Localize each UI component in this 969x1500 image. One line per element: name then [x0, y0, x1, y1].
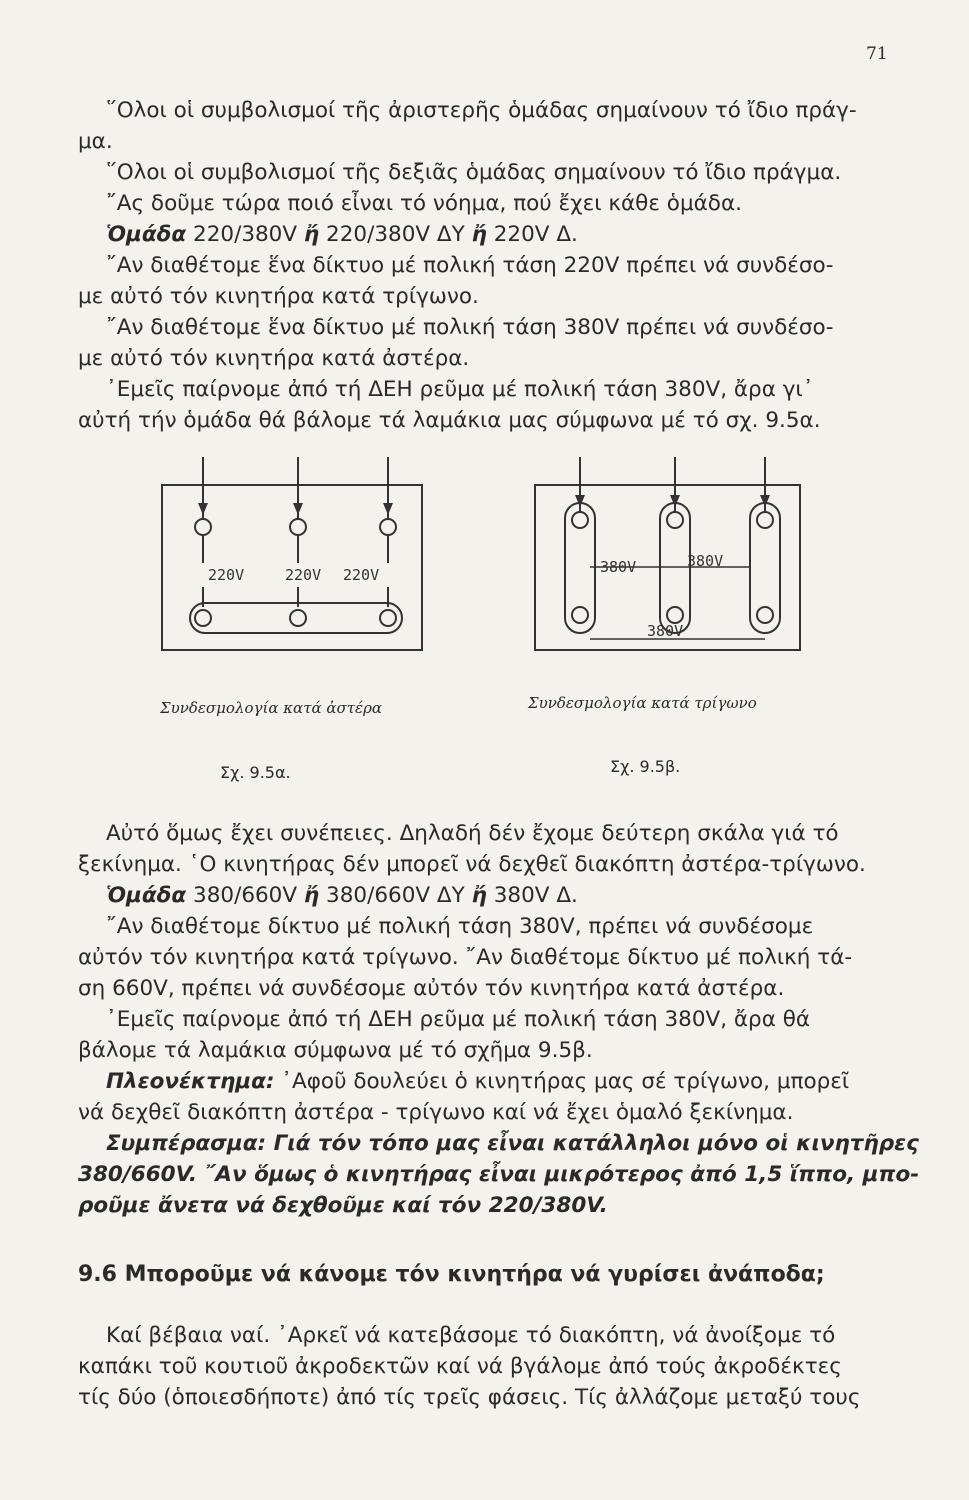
text-line: βάλομε τά λαμάκια σύμφωνα μέ τό σχῆμα 9.5β. [78, 1038, 593, 1063]
page-number: 71 [866, 44, 888, 64]
arrow-head [293, 503, 303, 515]
group2-text1: 380/660V [186, 883, 304, 908]
arrow-head [198, 503, 208, 515]
arrow-head [760, 495, 770, 507]
group2-text3: 380V Δ. [486, 883, 578, 908]
voltage-label-a2: 220V [285, 566, 322, 584]
section-heading: 9.6 Μποροῦμε νά κάνομε τόν κινητήρα νά γυρίσει ἀνάποδα; [78, 1262, 825, 1287]
voltage-label-b2: 380V [687, 552, 724, 570]
group1-text3: 220V Δ. [486, 222, 578, 247]
terminal-circle [195, 519, 211, 535]
group2-or2: ἤ [471, 883, 487, 908]
conclusion-line [78, 1128, 919, 1159]
text-line: ῞Ολοι οἱ συμβολισμοί τῆς ἀριστερῆς ὁμάδας σημαίνουν τό ἴδιο πράγ- [106, 98, 857, 123]
voltage-label-a1: 220V [208, 566, 245, 584]
advantage-label: Πλεονέκτημα: [106, 1069, 275, 1094]
caption-delta: Συνδεσμολογία κατά τρίγωνο [528, 694, 757, 712]
terminal-circle [572, 607, 588, 623]
text-line: ροῦμε ἄνετα νά δεχθοῦμε καί τόν 220/380V. [78, 1193, 608, 1218]
terminal-circle [572, 512, 588, 528]
text-line: μα. [78, 129, 113, 154]
text-line: 380/660V. ῎Αν ὅμως ὁ κινητήρας εἶναι μικρότερος ἀπό 1,5 ἵππο, μπο- [78, 1162, 920, 1187]
text-line: ῎Αν διαθέτομε δίκτυο μέ πολική τάση 380V, πρέπει νά συνδέσομε [106, 914, 814, 939]
text-line: Καί βέβαια ναί. ᾿Αρκεῖ νά κατεβάσομε τό διακόπτη, νά ἀνοίξομε τό [106, 1323, 836, 1348]
text-line: αὐτή τήν ὁμάδα θά βάλομε τά λαμάκια μας σύμφωνα μέ τό σχ. 9.5α. [78, 408, 821, 433]
text-line: ῞Ολοι οἱ συμβολισμοί τῆς δεξιᾶς ὁμάδας σημαίνουν τό ἴδιο πράγμα. [106, 160, 842, 185]
group2-or1: ἤ [303, 883, 320, 908]
advantage-text: ᾿Αφοῦ δουλεύει ὁ κινητήρας μας σέ τρίγωνο, μπορεῖ [274, 1069, 850, 1094]
voltage-label-b1: 380V [600, 558, 637, 576]
group2-text2: 380/660V ΔΥ [319, 883, 472, 908]
arrow-head [670, 495, 680, 507]
text-line: νά δεχθεῖ διακόπτη ἀστέρα - τρίγωνο καί νά ἔχει ὁμαλό ξεκίνημα. [78, 1100, 794, 1125]
wiring-diagrams [160, 455, 820, 785]
advantage-line [78, 1066, 896, 1097]
terminal-circle [380, 519, 396, 535]
text-line: με αὐτό τόν κινητήρα κατά τρίγωνο. [78, 284, 479, 309]
text-line: καπάκι τοῦ κουτιοῦ ἀκροδεκτῶν καί νά βγάλομε ἀπό τούς ἀκροδέκτες [78, 1354, 842, 1379]
star-bridge-strap [190, 603, 402, 633]
group2-line [78, 880, 896, 911]
terminal-circle [380, 610, 396, 626]
group1-text2: 220/380V ΔΥ [319, 222, 472, 247]
group1-or1: ἤ [303, 222, 320, 247]
text-line: Αὐτό ὅμως ἔχει συνέπειες. Δηλαδή δέν ἔχομε δεύτερη σκάλα γιά τό [106, 821, 839, 846]
group1-label: Ὁμάδα [106, 222, 187, 247]
caption-star: Συνδεσμολογία κατά ἀστέρα [160, 699, 383, 717]
arrow-head [575, 495, 585, 507]
terminal-circle [290, 519, 306, 535]
text-line: ση 660V, πρέπει νά συνδέσομε αὐτόν τόν κινητήρα κατά ἀστέρα. [78, 976, 785, 1001]
terminal-circle [667, 512, 683, 528]
text-line: ῎Αν διαθέτομε ἕνα δίκτυο μέ πολική τάση 380V πρέπει νά συνδέσο- [106, 315, 834, 340]
final-paragraph [78, 1320, 896, 1413]
post-figure-paragraphs [78, 818, 920, 1221]
voltage-label-b3: 380V [647, 622, 684, 640]
group2-label: Ὁμάδα [106, 883, 187, 908]
delta-strap [750, 503, 780, 633]
text-line: με αὐτό τόν κινητήρα κατά ἀστέρα. [78, 346, 470, 371]
terminal-circle [195, 610, 211, 626]
arrow-head [383, 503, 393, 515]
text-line: ῎Ας δοῦμε τώρα ποιό εἶναι τό νόημα, πού ἔχει κάθε ὁμάδα. [106, 191, 742, 216]
text-line: ᾿Εμεῖς παίρνομε ἀπό τή ΔΕΗ ρεῦμα μέ πολική τάση 380V, ἄρα γι᾿ [106, 377, 814, 402]
voltage-label-a3: 220V [343, 566, 380, 584]
text-line: ῎Αν διαθέτομε ἕνα δίκτυο μέ πολική τάση 220V πρέπει νά συνδέσο- [106, 253, 834, 278]
figure-label-a: Σχ. 9.5α. [220, 763, 291, 782]
intro-paragraphs [78, 95, 896, 436]
text-line: ξεκίνημα. ῾Ο κινητήρας δέν μπορεῖ νά δεχθεῖ διακόπτη ἀστέρα-τρίγωνο. [78, 852, 866, 877]
text-line: ᾿Εμεῖς παίρνομε ἀπό τή ΔΕΗ ρεῦμα μέ πολική τάση 380V, ἄρα θά [106, 1007, 811, 1032]
group1-text1: 220/380V [186, 222, 304, 247]
group1-line [78, 219, 896, 250]
terminal-circle [667, 607, 683, 623]
group1-or2: ἤ [471, 222, 487, 247]
conclusion-text: Γιά τόν τόπο μας εἶναι κατάλληλοι μόνο οἱ κινητῆρες [266, 1131, 919, 1156]
text-line: τίς δύο (ὁποιεσδήποτε) ἀπό τίς τρεῖς φάσεις. Τίς ἀλλάζομε μεταξύ τους [78, 1385, 861, 1410]
figure-label-b: Σχ. 9.5β. [610, 757, 681, 776]
terminal-circle [757, 512, 773, 528]
conclusion-label: Συμπέρασμα: [106, 1131, 267, 1156]
terminal-circle [757, 607, 773, 623]
terminal-circle [290, 610, 306, 626]
delta-strap [660, 503, 690, 633]
delta-strap [565, 503, 595, 633]
text-line: αὐτόν τόν κινητήρα κατά τρίγωνο. ῎Αν διαθέτομε δίκτυο μέ πολική τά- [78, 945, 853, 970]
